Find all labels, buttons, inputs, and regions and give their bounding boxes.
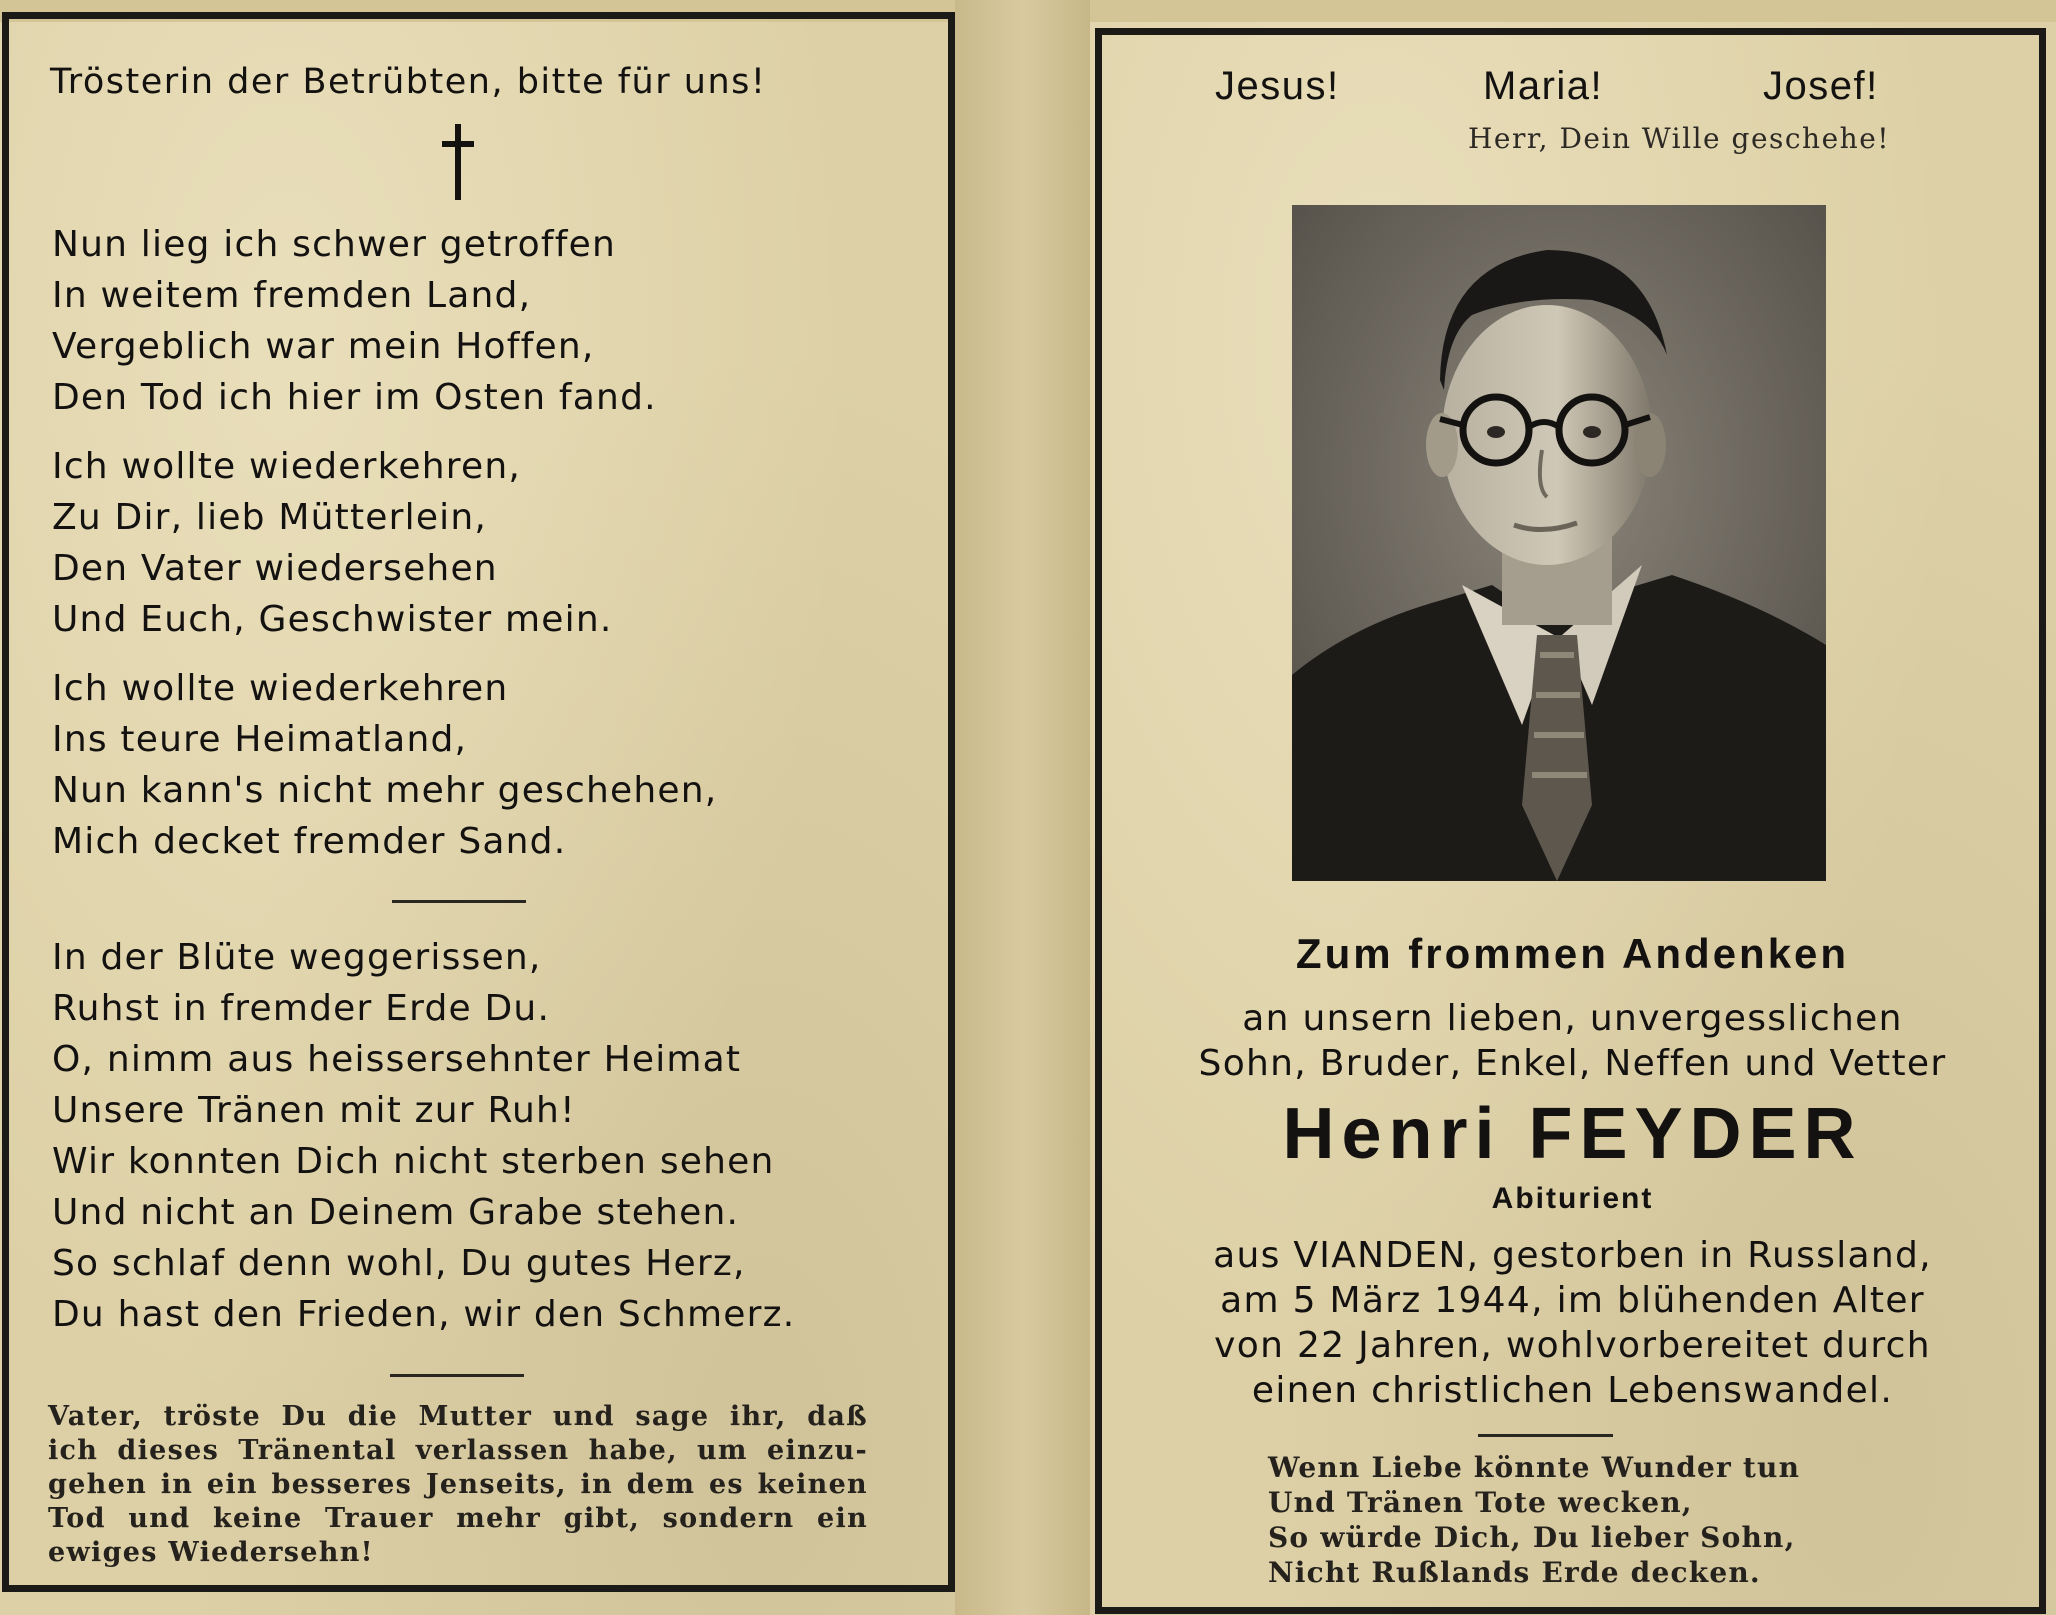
verse-line: So würde Dich, Du lieber Sohn,	[1268, 1521, 1796, 1554]
occupation: Abiturient	[1491, 1182, 1654, 1215]
footnote-line: Vater, tröste Du die Mutter und sage ihr, daß	[48, 1401, 868, 1432]
section-divider	[390, 1374, 524, 1377]
poem-line: In weitem fremden Land,	[52, 275, 532, 316]
verse-line: Nicht Rußlands Erde decken.	[1268, 1556, 1761, 1589]
card-fold	[955, 0, 1090, 1615]
portrait-photo	[1292, 205, 1826, 881]
poem-line: Nun kann's nicht mehr geschehen,	[52, 770, 718, 811]
verse-line: Wenn Liebe könnte Wunder tun	[1268, 1451, 1801, 1484]
cross-icon	[438, 124, 478, 200]
footnote-block	[48, 1400, 868, 1570]
poem-line: O, nimm aus heissersehnter Heimat	[52, 1039, 742, 1080]
details-line: aus VIANDEN, gestorben in Russland,	[1213, 1235, 1932, 1276]
footnote-line: gehen in ein besseres Jenseits, in dem es keinen	[48, 1469, 868, 1500]
poem-line: Ins teure Heimatland,	[52, 719, 468, 760]
details-line: einen christlichen Lebenswandel.	[1251, 1370, 1894, 1411]
poem-line: Den Tod ich hier im Osten fand.	[52, 377, 657, 418]
poem-line: Und Euch, Geschwister mein.	[52, 599, 613, 640]
invocation-maria: Maria!	[1483, 64, 1604, 108]
poem-line: Nun lieg ich schwer getroffen	[52, 224, 616, 265]
details-line: am 5 März 1944, im blühenden Alter	[1220, 1280, 1925, 1321]
memorial-title: Zum frommen Andenken	[1295, 930, 1850, 977]
footnote-line: ewiges Wiedersehn!	[48, 1537, 374, 1568]
poem-line: Vergeblich war mein Hoffen,	[52, 326, 595, 367]
invocation-jesus: Jesus!	[1215, 64, 1340, 108]
invocation-josef: Josef!	[1763, 64, 1879, 108]
intro-line: an unsern lieben, unvergesslichen	[1242, 998, 1903, 1039]
poem-line: Mich decket fremder Sand.	[52, 821, 567, 862]
footnote-line: ich dieses Tränental verlassen habe, um einzu-	[48, 1435, 868, 1466]
poem-line: Unsere Tränen mit zur Ruh!	[52, 1090, 576, 1131]
poem-line: Wir konnten Dich nicht sterben sehen	[52, 1141, 775, 1182]
prayer-heading: Trösterin der Betrübten, bitte für uns!	[50, 62, 767, 102]
deceased-name: Henri FEYDER	[1282, 1094, 1863, 1174]
intro-line: Sohn, Bruder, Enkel, Neffen und Vetter	[1198, 1043, 1947, 1084]
poem-line: Ich wollte wiederkehren	[52, 668, 509, 709]
closing-verse	[1268, 1450, 1800, 1590]
poem-line: So schlaf denn wohl, Du gutes Herz,	[52, 1243, 746, 1284]
poem-line: In der Blüte weggerissen,	[52, 937, 542, 978]
footnote-line: Tod und keine Trauer mehr gibt, sondern ein	[48, 1503, 868, 1534]
poem-line: Den Vater wiedersehen	[52, 548, 498, 589]
prayer-subline: Herr, Dein Wille geschehe!	[1468, 122, 1891, 155]
section-divider	[392, 900, 526, 903]
section-divider	[1478, 1434, 1613, 1437]
details-line: von 22 Jahren, wohlvorbereitet durch	[1214, 1325, 1931, 1366]
poem-line: Und nicht an Deinem Grabe stehen.	[52, 1192, 740, 1233]
poem-line: Du hast den Frieden, wir den Schmerz.	[52, 1294, 796, 1335]
verse-line: Und Tränen Tote wecken,	[1268, 1486, 1693, 1519]
poem-line: Zu Dir, lieb Mütterlein,	[52, 497, 488, 538]
poem-line: Ich wollte wiederkehren,	[52, 446, 521, 487]
poem-line: Ruhst in fremder Erde Du.	[52, 988, 551, 1029]
